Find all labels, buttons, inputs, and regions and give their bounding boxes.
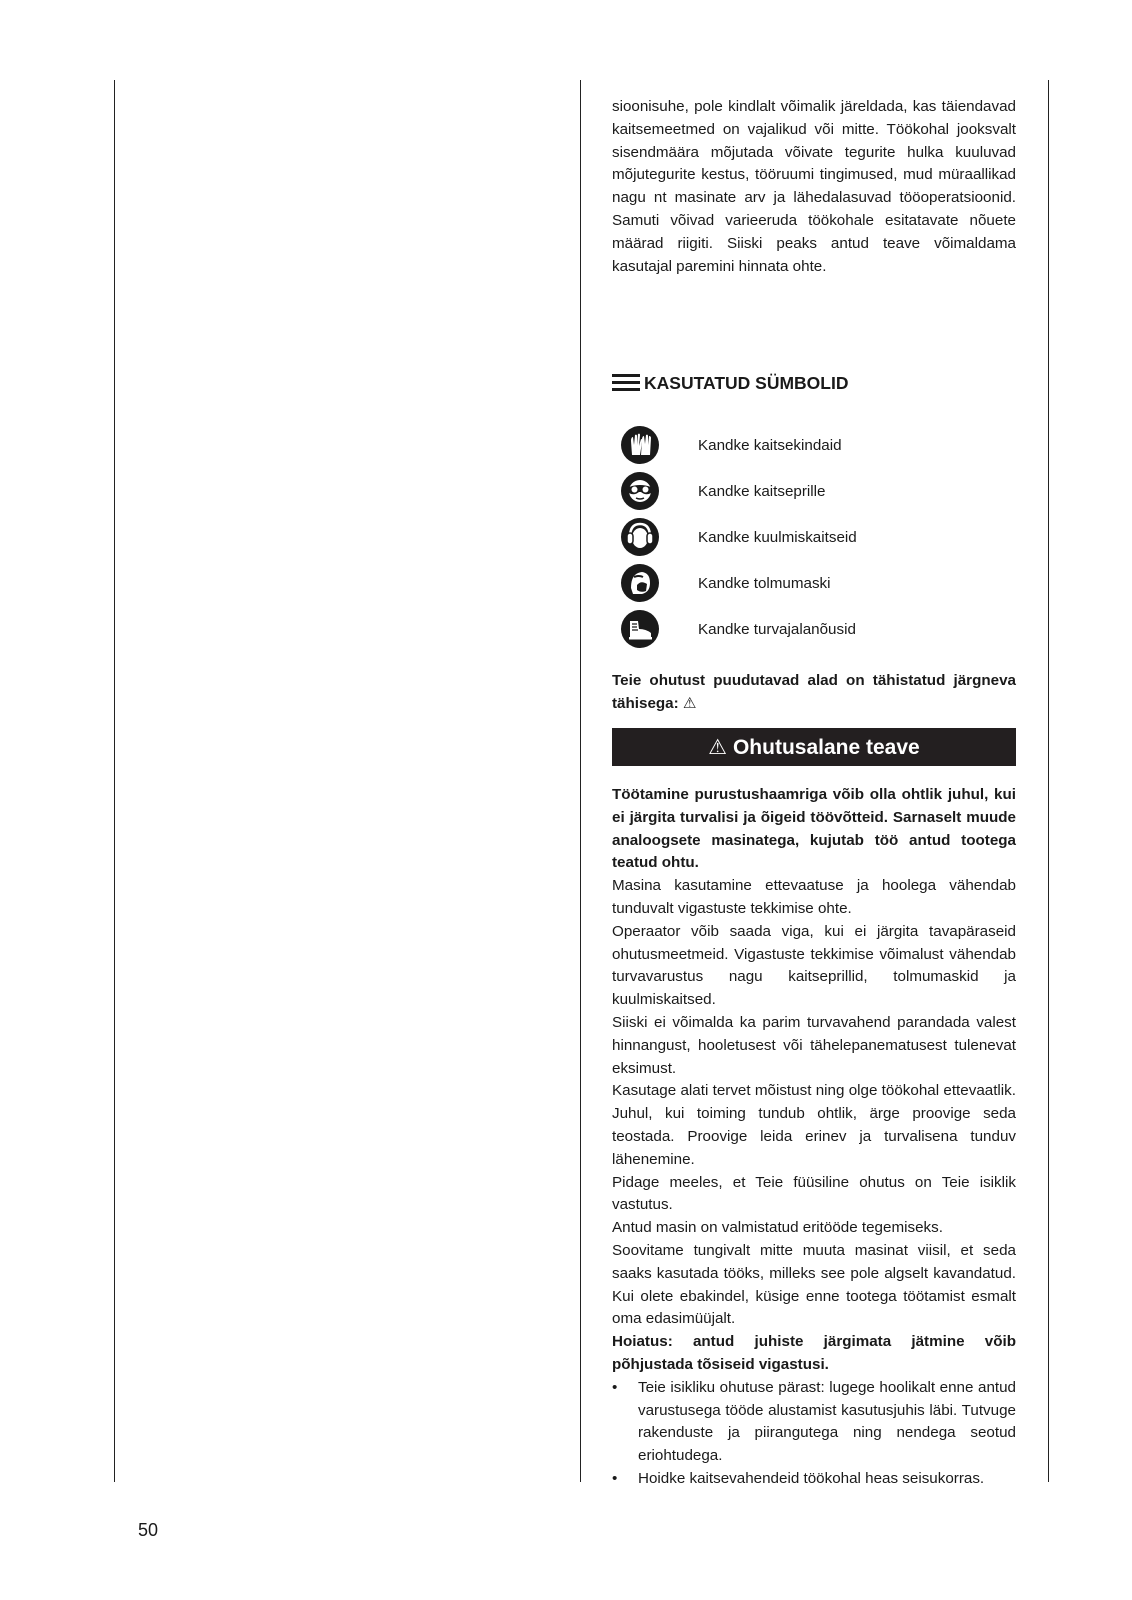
lead-bold-paragraph: Töötamine purustushaamriga võib olla ohtlik juhul, kui ei järgita turvalisi ja õigeid töövõtteid. Sarnaselt muude analoogsete masinatega, kujutab töö antud tootega teatud ohtu.: [612, 786, 1016, 872]
paragraph: Pidage meeles, et Teie füüsiline ohutus on Teie isiklik vastutus.: [612, 1173, 1016, 1214]
column-divider-rule: [580, 80, 581, 1482]
safety-areas-note: Teie ohutust puudutavad alad on tähistatud järgneva tähisega: ⚠: [612, 672, 1016, 712]
list-item: [612, 1468, 1016, 1491]
symbol-row: [620, 514, 1016, 560]
menu-lines-icon: [612, 374, 640, 392]
symbols-heading-text: KASUTATUD SÜMBOLID: [644, 372, 849, 393]
symbol-label: Kandke turvajalanõusid: [698, 620, 856, 638]
goggles-icon: [620, 471, 660, 511]
bullet-marker: •: [612, 1469, 618, 1487]
paragraph: Kasutage alati tervet mõistust ning olge töökohal ettevaatlik. Juhul, kui toiming tundub ohtlik, ärge proovige seda teostada. Proovige leida erinev ja turvalisena tunduv lähenemine.: [612, 1082, 1016, 1168]
dust-mask-icon: [620, 563, 660, 603]
paragraph: Masina kasutamine ettevaatuse ja hoolega vähendab tunduvalt vigastuste tekkimise ohte.: [612, 877, 1016, 917]
safety-body-text: [612, 784, 1016, 1491]
symbol-row: [620, 606, 1016, 652]
bullet-marker: •: [612, 1378, 618, 1396]
symbol-label: Kandke kaitseprille: [698, 482, 826, 500]
banner-title: ⚠ Ohutusalane teave: [708, 735, 920, 759]
ear-protection-icon: [620, 517, 660, 557]
paragraph: Operaator võib saada viga, kui ei järgita tavapäraseid ohutusmeetmeid. Vigastuste tekkimise võimalust vähendab turvavarustus nagu kaitseprillid, tolmumaskid ja kuulmiskaitsed.: [612, 922, 1016, 1009]
list-item: [612, 1377, 1016, 1468]
page-number: 50: [138, 1520, 159, 1540]
paragraph: Antud masin on valmistatud eritööde tegemiseks.: [612, 1219, 943, 1237]
safety-info-banner: [612, 728, 1016, 766]
paragraph: Soovitame tungivalt mitte muuta masinat viisil, et seda saaks kasutada tööks, milleks see pole algselt kavandatud. Kui olete ebakindel, küsige enne tootega töötamist esmalt oma edasimüüjalt.: [612, 1241, 1016, 1328]
symbol-label: Kandke tolmumaski: [698, 574, 831, 592]
gloves-icon: [620, 425, 660, 465]
right-margin-rule: [1048, 80, 1049, 1482]
list-item-text: Hoidke kaitsevahendeid töökohal heas seisukorras.: [638, 1469, 985, 1487]
left-margin-rule: [114, 80, 115, 1482]
safety-areas-note-section: [612, 670, 1016, 716]
symbols-heading: [612, 370, 1016, 396]
symbol-row: [620, 560, 1016, 606]
symbols-list: [620, 422, 1016, 652]
list-item-text: Teie isikliku ohutuse pärast: lugege hoolikalt enne antud varustusega tööde alustamist kasutusjuhis läbi. Tutvuge rakenduste ja piirangutega ning nendega seotud eriohtudega.: [638, 1378, 1016, 1465]
warning-bold-paragraph: Hoiatus: antud juhiste järgimata jätmine võib põhjustada tõsiseid vigastusi.: [612, 1333, 1016, 1373]
symbol-label: Kandke kaitsekindaid: [698, 436, 842, 454]
paragraph: Siiski ei võimalda ka parim turvavahend parandada valest hinnangust, hooletusest või tähelepanematusest tulenevat eksimust.: [612, 1013, 1016, 1077]
safety-boot-icon: [620, 609, 660, 649]
symbol-row: [620, 468, 1016, 514]
intro-paragraph: sioonisuhe, pole kindlalt võimalik järeldada, kas täiendavad kaitsemeetmed on vajalikud või mitte. Töökohal jooksvalt sisendmäära mõjutada võivate tegurite hulka kuuluvad mõjutegurite kestus, tööruumi tingimused, mud müraallikad nagu nt masinate arv ja lähedalasuvad tööoperatsioonid. Samuti võivad varieeruda töökohale esitatavate nõuete määrad riigiti. Siiski peaks antud teave võimaldama kasutajal paremini hinnata ohte.: [612, 98, 1016, 275]
symbol-row: [620, 422, 1016, 468]
intro-section: [612, 96, 1016, 278]
symbol-label: Kandke kuulmiskaitseid: [698, 528, 857, 546]
